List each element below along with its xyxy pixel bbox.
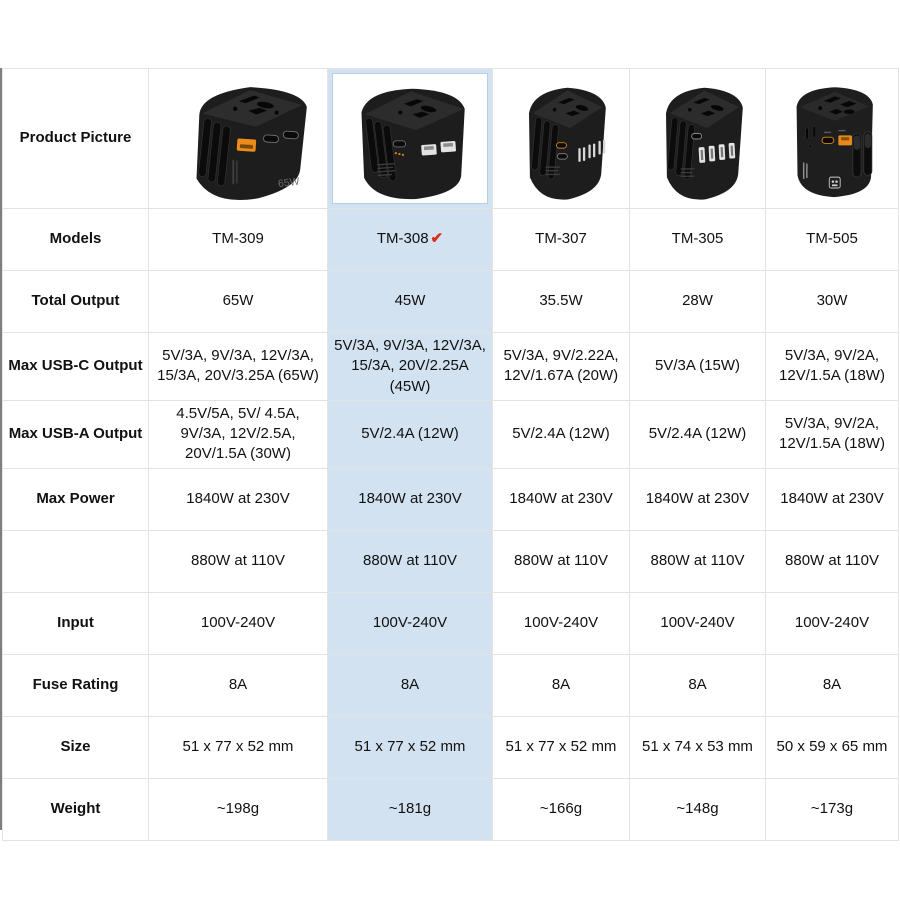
cell-tm305-power-110v: 880W at 110V xyxy=(630,530,766,592)
cell-tm308-power-110v: 880W at 110V xyxy=(328,530,493,592)
cell-tm305-usb-a: 5V/2.4A (12W) xyxy=(630,400,766,468)
cell-tm305-picture xyxy=(630,69,766,209)
cell-tm308-picture-selected xyxy=(328,69,493,209)
cell-tm309-model: TM-309 xyxy=(149,209,328,271)
cell-tm308-usb-a: 5V/2.4A (12W) xyxy=(328,400,493,468)
cell-tm307-usb-c: 5V/3A, 9V/2.22A, 12V/1.67A (20W) xyxy=(493,333,630,401)
row-label-fuse-rating: Fuse Rating xyxy=(3,654,149,716)
row-label-max-power: Max Power xyxy=(3,468,149,530)
row-label-max-usb-a: Max USB-A Output xyxy=(3,400,149,468)
cell-tm308-weight: ~181g xyxy=(328,778,493,840)
cell-tm505-picture xyxy=(766,69,899,209)
row-label-size: Size xyxy=(3,716,149,778)
cell-tm307-power-110v: 880W at 110V xyxy=(493,530,630,592)
model-name: TM-308 xyxy=(376,230,429,248)
cell-tm309-size: 51 x 77 x 52 mm xyxy=(149,716,328,778)
row-label-input: Input xyxy=(3,592,149,654)
cell-tm307-size: 51 x 77 x 52 mm xyxy=(493,716,630,778)
row-fuse-rating xyxy=(3,654,899,716)
cell-tm308-model xyxy=(328,209,493,271)
cell-tm307-picture xyxy=(493,69,630,209)
cell-tm308-size: 51 x 77 x 52 mm xyxy=(328,716,493,778)
cell-tm309-picture xyxy=(149,69,328,209)
cell-tm308-input: 100V-240V xyxy=(328,592,493,654)
cell-tm307-input: 100V-240V xyxy=(493,592,630,654)
cell-tm305-input: 100V-240V xyxy=(630,592,766,654)
product-image-tm-307 xyxy=(500,75,622,203)
comparison-table xyxy=(2,68,899,841)
cell-tm309-power-110v: 880W at 110V xyxy=(149,530,328,592)
cell-tm308-usb-c: 5V/3A, 9V/3A, 12V/3A, 15/3A, 20V/2.25A (45W) xyxy=(328,333,493,401)
row-label-weight: Weight xyxy=(3,778,149,840)
cell-tm308-power-230v: 1840W at 230V xyxy=(328,468,493,530)
cell-tm308-total-output: 45W xyxy=(328,271,493,333)
cell-tm505-weight: ~173g xyxy=(766,778,899,840)
cell-tm309-usb-c: 5V/3A, 9V/3A, 12V/3A, 15/3A, 20V/3.25A (65W) xyxy=(149,333,328,401)
row-size xyxy=(3,716,899,778)
cell-tm309-total-output: 65W xyxy=(149,271,328,333)
cell-tm505-size: 50 x 59 x 65 mm xyxy=(766,716,899,778)
row-label-models: Models xyxy=(3,209,149,271)
cell-tm309-usb-a: 4.5V/5A, 5V/ 4.5A, 9V/3A, 12V/2.5A, 20V/1.5A (30W) xyxy=(149,400,328,468)
row-input xyxy=(3,592,899,654)
cell-tm505-total-output: 30W xyxy=(766,271,899,333)
cell-tm305-power-230v: 1840W at 230V xyxy=(630,468,766,530)
cell-tm505-power-110v: 880W at 110V xyxy=(766,530,899,592)
selected-picture-frame xyxy=(332,73,488,204)
product-image-tm-305 xyxy=(637,75,759,203)
cell-tm307-total-output: 35.5W xyxy=(493,271,630,333)
selected-check-icon: ✔ xyxy=(430,230,444,248)
cell-tm309-power-230v: 1840W at 230V xyxy=(149,468,328,530)
row-label-product-picture: Product Picture xyxy=(3,69,149,209)
row-max-usb-c xyxy=(3,333,899,401)
row-total-output xyxy=(3,271,899,333)
product-image-tm-505 xyxy=(773,75,891,203)
product-image-tm-308 xyxy=(335,77,485,201)
cell-tm308-fuse: 8A xyxy=(328,654,493,716)
row-label-total-output: Total Output xyxy=(3,271,149,333)
cell-tm305-weight: ~148g xyxy=(630,778,766,840)
row-weight xyxy=(3,778,899,840)
row-max-power-230v xyxy=(3,468,899,530)
cell-tm305-total-output: 28W xyxy=(630,271,766,333)
cell-tm309-fuse: 8A xyxy=(149,654,328,716)
row-product-picture xyxy=(3,69,899,209)
cell-tm305-model: TM-305 xyxy=(630,209,766,271)
wattage-badge: 65W xyxy=(277,176,301,190)
cell-tm505-usb-a: 5V/3A, 9V/2A, 12V/1.5A (18W) xyxy=(766,400,899,468)
cell-tm305-usb-c: 5V/3A (15W) xyxy=(630,333,766,401)
row-max-power-110v xyxy=(3,530,899,592)
cell-tm505-usb-c: 5V/3A, 9V/2A, 12V/1.5A (18W) xyxy=(766,333,899,401)
cell-tm505-power-230v: 1840W at 230V xyxy=(766,468,899,530)
product-image-tm-309 xyxy=(157,73,319,205)
cell-tm505-model: TM-505 xyxy=(766,209,899,271)
cell-tm307-fuse: 8A xyxy=(493,654,630,716)
cell-tm309-weight: ~198g xyxy=(149,778,328,840)
cell-tm505-fuse: 8A xyxy=(766,654,899,716)
cell-tm505-input: 100V-240V xyxy=(766,592,899,654)
cell-tm307-power-230v: 1840W at 230V xyxy=(493,468,630,530)
cell-tm307-weight: ~166g xyxy=(493,778,630,840)
cell-tm305-size: 51 x 74 x 53 mm xyxy=(630,716,766,778)
cell-tm309-input: 100V-240V xyxy=(149,592,328,654)
row-models xyxy=(3,209,899,271)
cell-tm307-usb-a: 5V/2.4A (12W) xyxy=(493,400,630,468)
row-max-usb-a xyxy=(3,400,899,468)
cell-tm305-fuse: 8A xyxy=(630,654,766,716)
cell-tm307-model: TM-307 xyxy=(493,209,630,271)
row-label-blank xyxy=(3,530,149,592)
row-label-max-usb-c: Max USB-C Output xyxy=(3,333,149,401)
